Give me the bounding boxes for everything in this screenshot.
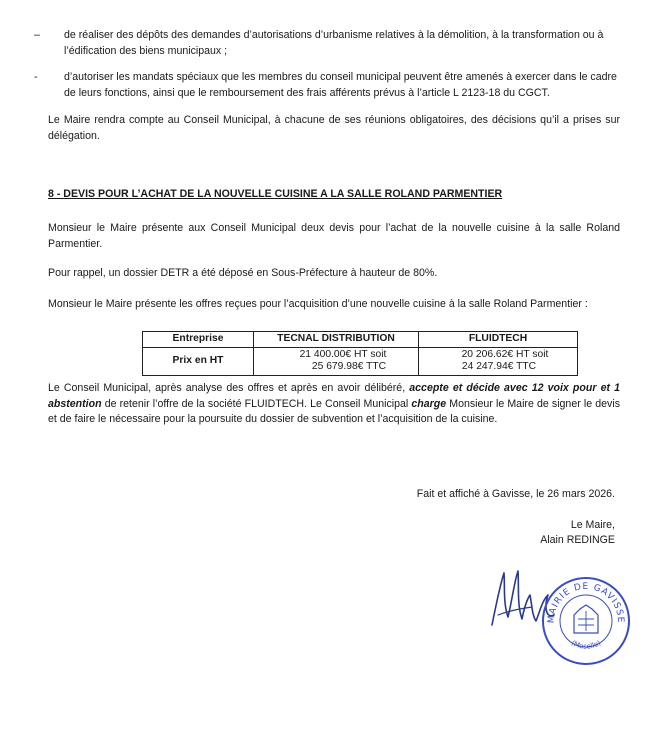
- price-ttc: 24 247.94€ TTC: [461, 361, 537, 372]
- table-cell: [254, 347, 419, 375]
- section-paragraph-1: Monsieur le Maire présente aux Conseil Municipal deux devis pour l’achat de la nouvelle cuisine à la salle Roland Parmentier.: [48, 222, 620, 250]
- section-heading: 8 - DEVIS POUR L’ACHAT DE LA NOUVELLE CUISINE A LA SALLE ROLAND PARMENTIER: [48, 188, 503, 200]
- stamp-region: (Moselle): [569, 638, 603, 651]
- decision-paragraph: [48, 381, 620, 428]
- section-paragraph-2: Pour rappel, un dossier DETR a été déposé en Sous-Préfecture à hauteur de 80%.: [48, 267, 438, 279]
- table-cell: [419, 347, 578, 375]
- stamp-text: MAIRIE DE GAVISSE: [546, 581, 626, 624]
- table-header-cell: Entreprise: [143, 332, 254, 348]
- bullet-mark: –: [34, 29, 40, 41]
- table-header-cell: TECNAL DISTRIBUTION: [254, 332, 419, 348]
- price-ttc: 25 679.98€ TTC: [311, 361, 387, 372]
- offers-table: [142, 331, 578, 376]
- decision-emphasis: accepte et décide avec 12 voix pour et 1 abstention: [48, 382, 620, 410]
- bullet-mark: -: [34, 71, 38, 83]
- bullet-item: de réaliser des dépôts des demandes d’autorisations d’urbanisme relatives à la démolition, à la transformation ou à l’édification des biens municipaux ;: [64, 29, 604, 57]
- table-row: [143, 347, 578, 375]
- table-header-cell: FLUIDTECH: [419, 332, 578, 348]
- decision-emphasis: charge: [411, 397, 447, 410]
- decision-text: Monsieur le Maire de signer le devis et de faire le nécessaire pour la poursuite du dossier de subvention et l’acquisition de la cuisine.: [48, 397, 620, 425]
- report-paragraph: Le Maire rendra compte au Conseil Municipal, à chacune de ses réunions obligatoires, des décisions qu’il a prises sur délégation.: [48, 114, 620, 142]
- price-ht: 20 206.62€ HT soit: [461, 348, 549, 360]
- place-date: Fait et affiché à Gavisse, le 26 mars 2026.: [416, 488, 615, 500]
- signatory-role: Le Maire,: [570, 519, 615, 531]
- section-paragraph-3: Monsieur le Maire présente les offres reçues pour l’acquisition d’une nouvelle cuisine à la salle Roland Parmentier :: [48, 298, 588, 310]
- bullet-item: d’autoriser les mandats spéciaux que les membres du conseil municipal peuvent être amenés à exercer dans le cadre de leurs fonctions, ainsi que le remboursement des frais afférents prévus à l’article L 2123-18 du CGCT.: [64, 71, 617, 99]
- decision-text: Le Conseil Municipal, après analyse des offres et après en avoir délibéré,: [48, 382, 410, 394]
- svg-text:(Moselle): [570, 639, 603, 651]
- signatory-name: Alain REDINGE: [540, 534, 615, 546]
- table-row-label: Prix en HT: [143, 347, 254, 375]
- table-header-row: [143, 332, 578, 348]
- mairie-stamp-seal: [540, 575, 632, 667]
- decision-text: de retenir l’offre de la société FLUIDTECH. Le Conseil Municipal: [101, 397, 412, 410]
- price-ht: 21 400.00€ HT soit: [299, 348, 387, 360]
